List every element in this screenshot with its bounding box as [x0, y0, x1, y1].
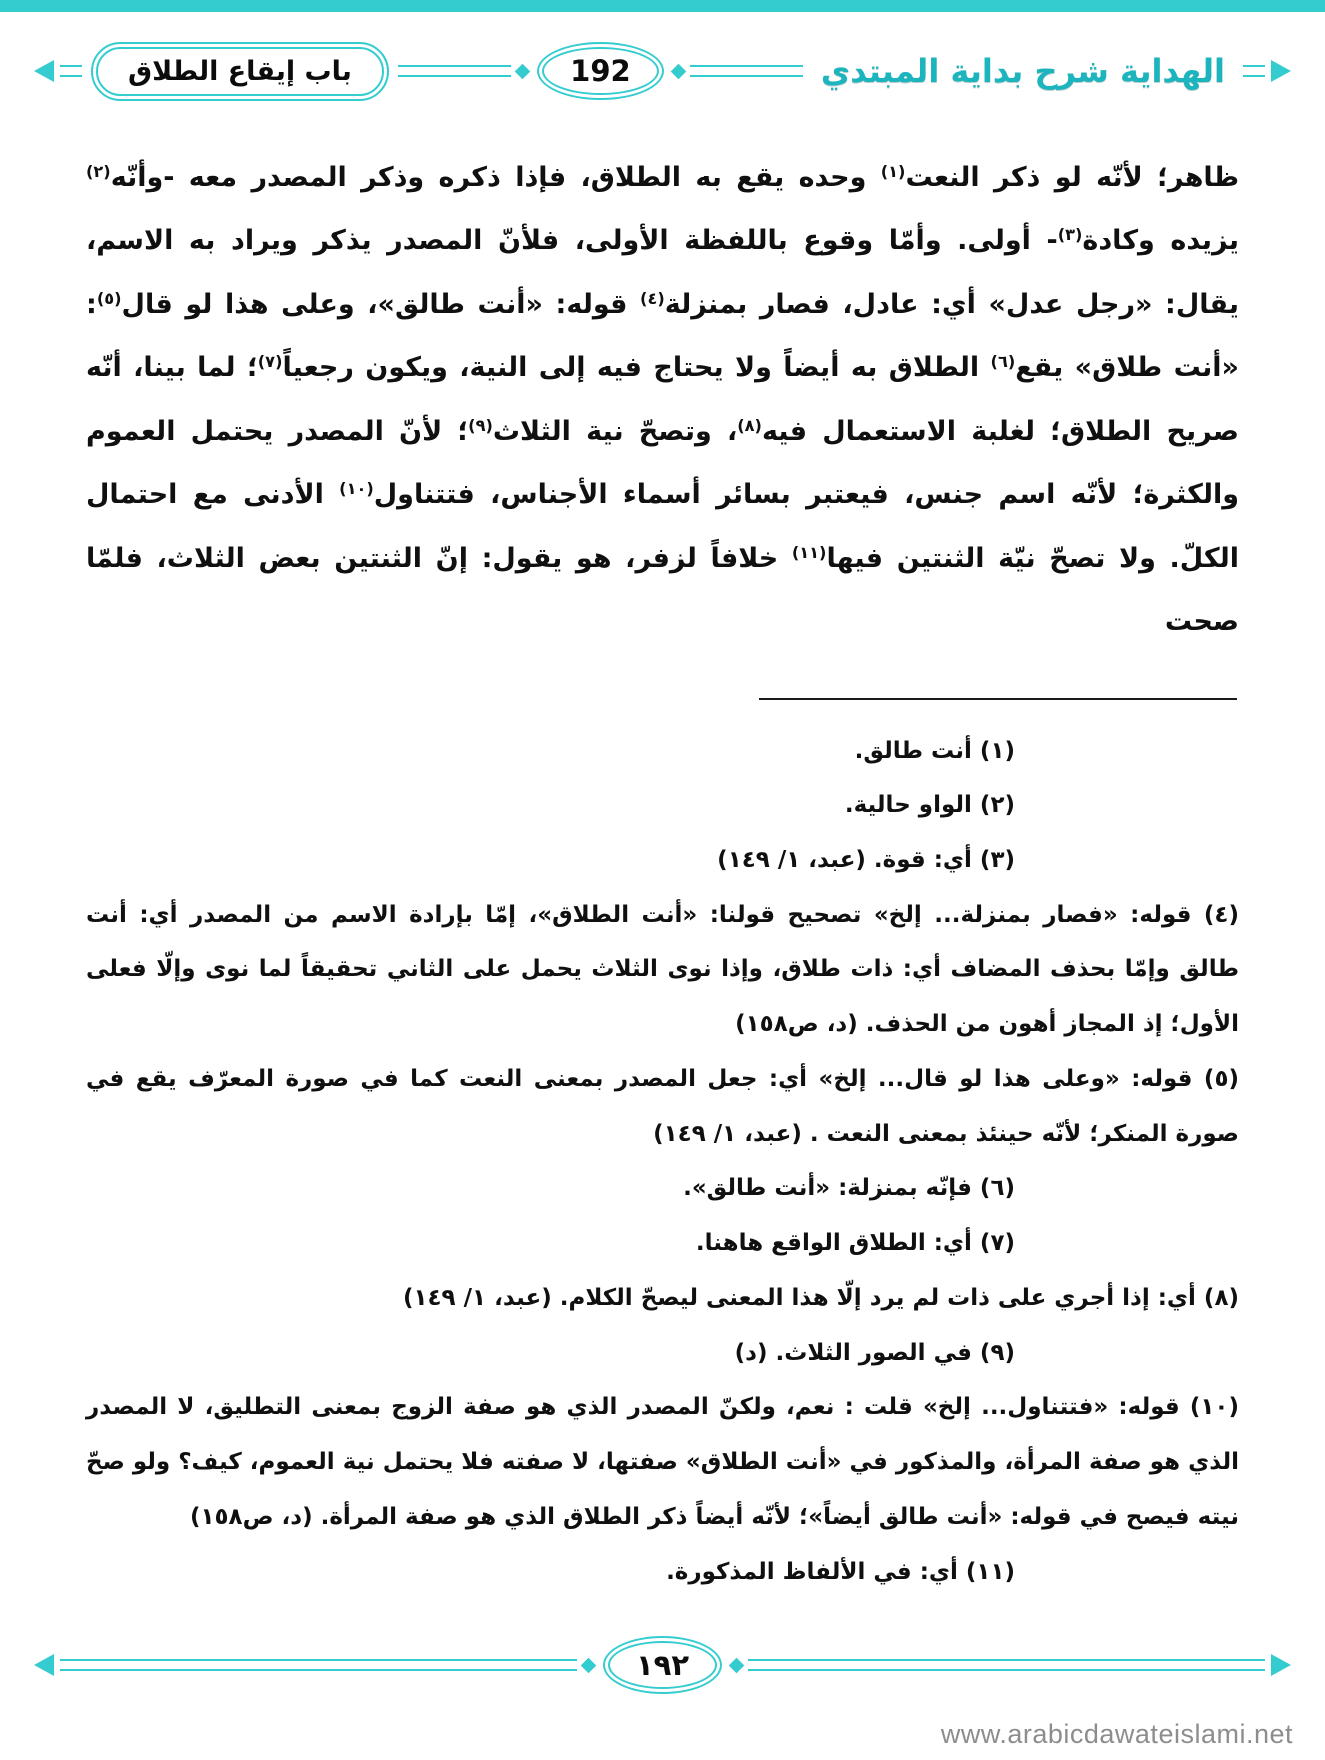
footnote-number: (١٠)	[1179, 1394, 1239, 1421]
footnote-ref: (٨)	[737, 415, 762, 435]
footnote-text: أي: إذا أجري على ذات لم يرد إلّا هذا المعنى ليصحّ الكلام. (عبد، ١/ ١٤٩)	[402, 1284, 1196, 1311]
footnote-item	[86, 833, 1015, 888]
footnote-lead: قوله: «وعلى هذا لو قال... إلخ»	[818, 1065, 1193, 1092]
footnote-number: (١)	[971, 737, 1015, 764]
footnote-item	[86, 1545, 1015, 1600]
chapter-title-cartouche	[96, 47, 384, 96]
right-arrow-ornament-icon	[1271, 1654, 1291, 1676]
book-title-calligraphy: الهداية شرح بداية المبتدي	[820, 52, 1226, 90]
footnote-text: أنت طالق.	[854, 737, 972, 764]
footnote-number: (٥)	[1192, 1065, 1239, 1092]
footnote-number: (٤)	[1191, 901, 1239, 928]
body-text-run: وحده يقع به الطلاق، فإذا ذكره وذكر المصدر معه -وأنّه	[110, 162, 881, 193]
footnote-number: (٣)	[971, 846, 1015, 873]
header-ornament-band	[34, 38, 1291, 104]
body-text-run: ؛ لما بينا، أنّه صريح الطلاق؛ لغلبة الاستعمال فيه	[86, 352, 1239, 447]
left-arrow-ornament-icon	[34, 60, 54, 82]
footnote-ref: (٢)	[86, 162, 111, 181]
footnote-ref: (٧)	[257, 352, 283, 372]
footnote-ref: (١٠)	[339, 479, 374, 499]
footnote-text: تصحيح قولنا: «أنت الطلاق»، إمّا بإرادة الاسم من المصدر أي: أنت طالق وإمّا بحذف المضاف أي: ذات طلاق، وإذا نوى الثلاث يحمل على الثاني تحقيقاً لما نوى وإلّا فعلى الأول؛ إذ المجاز أهون من الحذف. (د، ص١٥٨)	[86, 901, 1239, 1038]
footnote-ref: (٤)	[640, 288, 665, 308]
website-url: www.arabicdawateislami.net	[940, 1719, 1293, 1749]
footnote-item	[86, 724, 1015, 779]
footnote-text: قلت : نعم، ولكنّ المصدر الذي هو صفة الزوج بمعنى التطليق، لا المصدر الذي هو صفة المرأة، والمذكور في «أنت الطلاق» صفتها، لا صفته فلا يحتمل نية العموم، كيف؟ ولو صحّ نيته فيصح في قوله: «أنت طالق أيضاً»؛ لأنّه أيضاً ذكر الطلاق الذي هو صفة المرأة. (د، ص١٥٨)	[86, 1394, 1239, 1530]
body-text-run: ، وتصحّ نية الثلاث	[492, 415, 738, 447]
ornament-line	[748, 1659, 1265, 1671]
footnote-text: أي: الطلاق الواقع هاهنا.	[695, 1230, 972, 1257]
footnotes-list	[86, 724, 1239, 1600]
right-arrow-ornament-icon	[1271, 60, 1291, 82]
footer-ornament-band	[34, 1632, 1291, 1698]
footnote-ref: (٣)	[1057, 225, 1083, 245]
footnote-text: فإنّه بمنزلة: «أنت طالق».	[683, 1175, 972, 1202]
footnote-number: (٢)	[971, 792, 1015, 819]
footnote-ref: (٦)	[990, 352, 1016, 372]
footnote-item	[86, 778, 1015, 833]
page-number: 192	[570, 54, 631, 88]
body-text-run: قوله: «أنت طالق»، وعلى هذا لو قال	[121, 288, 641, 320]
footnote-ref: (١)	[880, 162, 906, 181]
body-paragraph	[86, 146, 1239, 654]
ornament-line	[398, 65, 511, 77]
ornament-line	[690, 65, 803, 77]
footnote-item	[86, 1052, 1239, 1161]
body-text-run: : «أنت طلاق» يقع	[86, 288, 1240, 384]
footnote-text: الواو حالية.	[844, 792, 972, 819]
footnote-lead: قوله: «فتتناول... إلخ»	[922, 1394, 1180, 1421]
body-text-run: الطلاق به أيضاً ولا يحتاج فيه إلى النية، ويكون رجعياً	[282, 352, 991, 384]
ornament-line	[60, 65, 82, 77]
footnote-text: في الصور الثلاث. (د)	[734, 1339, 972, 1366]
page-number-oval	[542, 47, 659, 95]
footer-page-number-oval	[608, 1641, 717, 1689]
footnote-text: أي: جعل المصدر بمعنى النعت كما في صورة المعرّف يقع في صورة المنكر؛ لأنّه حينئذ بمعنى النعت . (عبد، ١/ ١٤٩)	[86, 1065, 1239, 1147]
diamond-ornament-icon	[515, 63, 531, 79]
footer-page-number: ١٩٢	[635, 1648, 690, 1682]
footnote-lead: قوله: «فصار بمنزلة... إلخ»	[873, 901, 1192, 928]
footnote-item	[86, 1326, 1015, 1381]
ornament-line	[60, 1659, 577, 1671]
body-text-run: يزيده وكادة	[1082, 225, 1239, 257]
footnote-number: (٩)	[971, 1339, 1015, 1366]
footnote-item	[86, 1271, 1239, 1326]
footnote-ref: (٥)	[96, 288, 122, 308]
chapter-title: باب إيقاع الطلاق	[128, 55, 352, 87]
footnote-item	[86, 1216, 1015, 1271]
footnote-ref: (١١)	[791, 542, 827, 562]
body-text-run: ؛ لأنّ المصدر يحتمل العموم والكثرة؛ لأنّه اسم جنس، فيعتبر بسائر أسماء الأجناس، فتتناول	[86, 415, 1240, 511]
footnote-number: (٧)	[971, 1230, 1015, 1257]
footnote-number: (٨)	[1195, 1284, 1239, 1311]
footnote-item	[86, 888, 1239, 1052]
diamond-ornament-icon	[729, 1657, 745, 1673]
diamond-ornament-icon	[581, 1657, 597, 1673]
body-text-run: الأدنى مع احتمال الكلّ. ولا تصحّ نيّة الثنتين فيها	[86, 479, 1240, 574]
body-text-run: خلافاً لزفر، هو يقول: إنّ الثنتين بعض الثلاث، فلمّا صحت	[86, 542, 1239, 638]
footnote-text: أي: في الألفاظ المذكورة.	[666, 1558, 958, 1585]
footnote-separator	[759, 698, 1237, 700]
diamond-ornament-icon	[670, 63, 686, 79]
top-border-bar	[0, 0, 1325, 12]
ornament-line	[1243, 65, 1265, 77]
footnote-ref: (٩)	[468, 415, 493, 435]
footnote-number: (٦)	[971, 1175, 1015, 1202]
footnote-text: أي: قوة. (عبد، ١/ ١٤٩)	[717, 846, 972, 873]
left-arrow-ornament-icon	[34, 1654, 54, 1676]
footnote-number: (١١)	[957, 1558, 1015, 1585]
footnote-item	[86, 1161, 1015, 1216]
footnote-item	[86, 1380, 1239, 1544]
body-text-run: ظاهر؛ لأنّه لو ذكر النعت	[905, 162, 1239, 193]
body-text-run: - أولى. وأمّا وقوع باللفظة الأولى، فلأنّ المصدر يذكر ويراد به الاسم، يقال: «رجل عدل» أي: عادل، فصار بمنزلة	[86, 225, 1239, 320]
